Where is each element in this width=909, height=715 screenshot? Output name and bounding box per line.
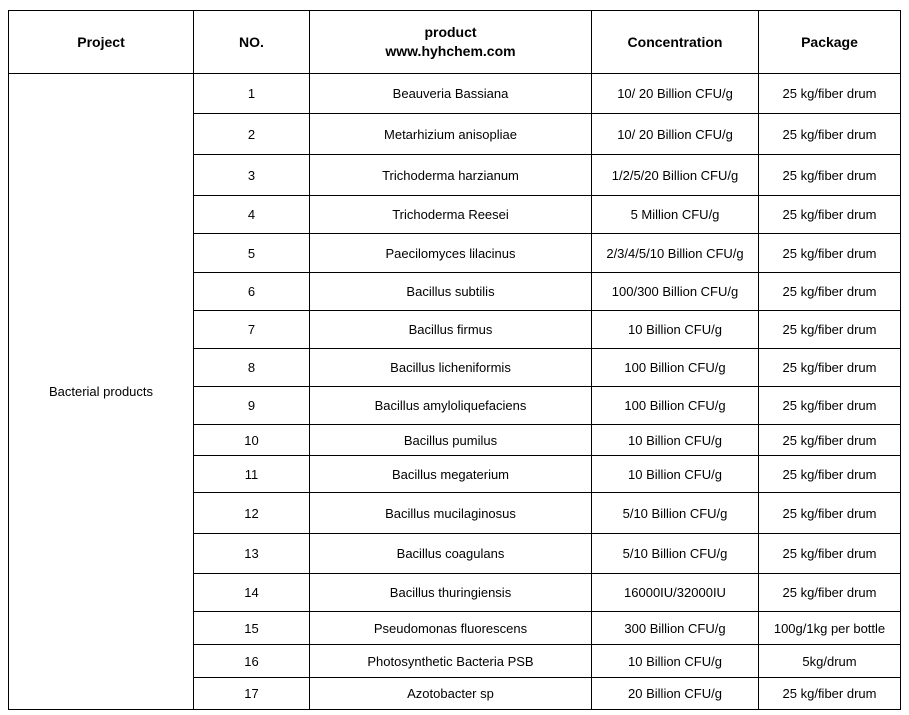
row-number: 12 [194,493,310,534]
product-name: Bacillus coagulans [310,534,592,574]
package-value: 25 kg/fiber drum [759,678,901,710]
row-number: 2 [194,114,310,155]
concentration-value: 10 Billion CFU/g [592,311,759,349]
product-name: Azotobacter sp [310,678,592,710]
concentration-value: 5 Million CFU/g [592,196,759,234]
product-name: Beauveria Bassiana [310,74,592,114]
header-concentration: Concentration [592,11,759,74]
table-row [9,74,901,114]
row-number: 13 [194,534,310,574]
package-value: 25 kg/fiber drum [759,155,901,196]
row-number: 16 [194,645,310,678]
product-name: Bacillus licheniformis [310,349,592,387]
row-number: 14 [194,574,310,612]
concentration-value: 100/300 Billion CFU/g [592,273,759,311]
concentration-value: 10 Billion CFU/g [592,645,759,678]
product-table [8,10,901,710]
concentration-value: 5/10 Billion CFU/g [592,534,759,574]
product-name: Pseudomonas fluorescens [310,612,592,645]
package-value: 100g/1kg per bottle [759,612,901,645]
package-value: 25 kg/fiber drum [759,234,901,273]
row-number: 15 [194,612,310,645]
package-value: 25 kg/fiber drum [759,196,901,234]
concentration-value: 5/10 Billion CFU/g [592,493,759,534]
product-name: Bacillus pumilus [310,425,592,456]
concentration-value: 16000IU/32000IU [592,574,759,612]
row-number: 5 [194,234,310,273]
concentration-value: 10 Billion CFU/g [592,456,759,493]
concentration-value: 10/ 20 Billion CFU/g [592,114,759,155]
package-value: 25 kg/fiber drum [759,74,901,114]
concentration-value: 10 Billion CFU/g [592,425,759,456]
row-number: 3 [194,155,310,196]
project-group-cell: Bacterial products [9,74,194,710]
row-number: 9 [194,387,310,425]
package-value: 25 kg/fiber drum [759,456,901,493]
concentration-value: 100 Billion CFU/g [592,349,759,387]
package-value: 25 kg/fiber drum [759,534,901,574]
concentration-value: 300 Billion CFU/g [592,612,759,645]
product-name: Metarhizium anisopliae [310,114,592,155]
header-no: NO. [194,11,310,74]
concentration-value: 2/3/4/5/10 Billion CFU/g [592,234,759,273]
concentration-value: 20 Billion CFU/g [592,678,759,710]
concentration-value: 1/2/5/20 Billion CFU/g [592,155,759,196]
row-number: 6 [194,273,310,311]
package-value: 25 kg/fiber drum [759,311,901,349]
package-value: 25 kg/fiber drum [759,493,901,534]
header-row [9,11,901,74]
row-number: 11 [194,456,310,493]
concentration-value: 100 Billion CFU/g [592,387,759,425]
package-value: 25 kg/fiber drum [759,425,901,456]
product-name: Bacillus firmus [310,311,592,349]
product-name: Bacillus megaterium [310,456,592,493]
package-value: 5kg/drum [759,645,901,678]
row-number: 17 [194,678,310,710]
package-value: 25 kg/fiber drum [759,349,901,387]
product-name: Bacillus thuringiensis [310,574,592,612]
header-project: Project [9,11,194,74]
package-value: 25 kg/fiber drum [759,273,901,311]
package-value: 25 kg/fiber drum [759,574,901,612]
product-name: Bacillus subtilis [310,273,592,311]
row-number: 7 [194,311,310,349]
product-name: Paecilomyces lilacinus [310,234,592,273]
header-product [310,11,592,74]
header-package: Package [759,11,901,74]
row-number: 8 [194,349,310,387]
package-value: 25 kg/fiber drum [759,114,901,155]
product-name: Photosynthetic Bacteria PSB [310,645,592,678]
header-product-label: product [424,24,477,40]
package-value: 25 kg/fiber drum [759,387,901,425]
product-name: Trichoderma Reesei [310,196,592,234]
product-name: Bacillus mucilaginosus [310,493,592,534]
concentration-value: 10/ 20 Billion CFU/g [592,74,759,114]
row-number: 10 [194,425,310,456]
row-number: 1 [194,74,310,114]
product-name: Trichoderma harzianum [310,155,592,196]
row-number: 4 [194,196,310,234]
header-product-website: www.hyhchem.com [385,43,516,59]
product-name: Bacillus amyloliquefaciens [310,387,592,425]
